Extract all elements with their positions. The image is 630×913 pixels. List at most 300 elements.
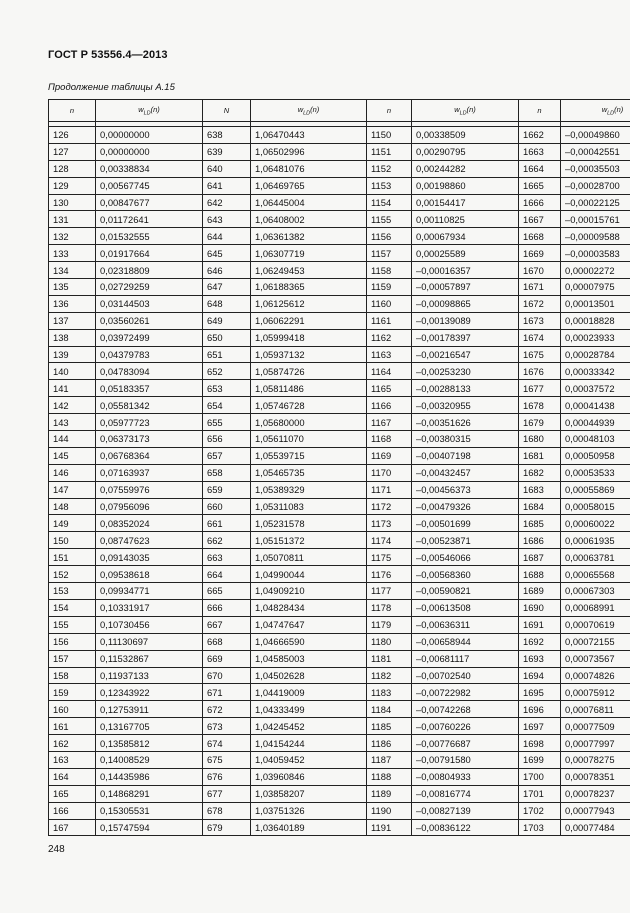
- table-cell: 0,00072155: [561, 633, 630, 650]
- table-cell: 672: [203, 701, 251, 718]
- table-cell: 0,00073567: [561, 650, 630, 667]
- table-cell: 1,04990044: [251, 566, 367, 583]
- table-cell: 1668: [519, 228, 561, 245]
- table-cell: 0,01532555: [96, 228, 203, 245]
- table-row: [49, 245, 630, 262]
- table-row: [49, 447, 630, 464]
- table-body: [49, 127, 630, 836]
- table-cell: 1696: [519, 701, 561, 718]
- table-cell: 0,00060022: [561, 515, 630, 532]
- table-cell: 642: [203, 194, 251, 211]
- table-cell: 0,11532867: [96, 650, 203, 667]
- table-cell: 1167: [367, 414, 412, 431]
- table-cell: 1,04059452: [251, 751, 367, 768]
- table-cell: 1666: [519, 194, 561, 211]
- table-cell: 1,05311083: [251, 498, 367, 515]
- table-cell: 0,08352024: [96, 515, 203, 532]
- column-header: [561, 100, 630, 122]
- table-cell: 0,00018828: [561, 312, 630, 329]
- table-cell: 1,05937132: [251, 346, 367, 363]
- table-cell: 677: [203, 785, 251, 802]
- table-cell: 1,06307719: [251, 245, 367, 262]
- table-row: [49, 211, 630, 228]
- table-cell: 1155: [367, 211, 412, 228]
- table-cell: 1183: [367, 684, 412, 701]
- table-cell: 1680: [519, 431, 561, 448]
- column-header-label: N: [223, 106, 230, 115]
- table-cell: 1171: [367, 481, 412, 498]
- table-cell: 0,12343922: [96, 684, 203, 701]
- table-cell: 1176: [367, 566, 412, 583]
- table-cell: 0,00070619: [561, 616, 630, 633]
- column-header-label: w: [138, 104, 144, 114]
- table-cell: 0,00041438: [561, 397, 630, 414]
- column-header-argument: (n): [614, 104, 624, 114]
- table-cell: 1,04828434: [251, 599, 367, 616]
- table-cell: –0,00742268: [412, 701, 519, 718]
- table-cell: 1677: [519, 380, 561, 397]
- table-cell: 0,00067934: [412, 228, 519, 245]
- table-cell: –0,00613508: [412, 599, 519, 616]
- table-cell: 0,00110825: [412, 211, 519, 228]
- table-cell: 1,04666590: [251, 633, 367, 650]
- table-row: [49, 599, 630, 616]
- table-cell: 1159: [367, 279, 412, 296]
- column-header-subscript: LD: [143, 110, 151, 117]
- table-cell: 155: [49, 616, 96, 633]
- table-row: [49, 802, 630, 819]
- table-cell: 0,14868291: [96, 785, 203, 802]
- table-cell: 147: [49, 481, 96, 498]
- table-cell: 1,06249453: [251, 262, 367, 279]
- table-cell: 657: [203, 447, 251, 464]
- table-cell: 1,04333499: [251, 701, 367, 718]
- table-cell: 1,05151372: [251, 532, 367, 549]
- table-cell: 165: [49, 785, 96, 802]
- table-cell: 1,06188365: [251, 279, 367, 296]
- table-cell: –0,00057897: [412, 279, 519, 296]
- table-cell: 1664: [519, 160, 561, 177]
- table-cell: –0,00658944: [412, 633, 519, 650]
- table-cell: 145: [49, 447, 96, 464]
- table-cell: 151: [49, 549, 96, 566]
- table-cell: 1667: [519, 211, 561, 228]
- table-cell: 0,15305531: [96, 802, 203, 819]
- document-standard-header: ГОСТ Р 53556.4—2013: [48, 49, 168, 61]
- table-cell: 0,00023933: [561, 329, 630, 346]
- table-cell: –0,00320955: [412, 397, 519, 414]
- table-cell: 1,05070811: [251, 549, 367, 566]
- table-cell: 0,11937133: [96, 667, 203, 684]
- table-cell: –0,00022125: [561, 194, 630, 211]
- table-row: [49, 549, 630, 566]
- table-cell: 0,00028784: [561, 346, 630, 363]
- table-cell: 0,13585812: [96, 735, 203, 752]
- table-row: [49, 515, 630, 532]
- table-cell: 1191: [367, 819, 412, 836]
- table-cell: 1,03751326: [251, 802, 367, 819]
- table-cell: –0,00827139: [412, 802, 519, 819]
- table-cell: 1,04585003: [251, 650, 367, 667]
- table-cell: 0,00077943: [561, 802, 630, 819]
- table-cell: 1178: [367, 599, 412, 616]
- table-cell: –0,00681117: [412, 650, 519, 667]
- table-cell: 1190: [367, 802, 412, 819]
- table-cell: 1156: [367, 228, 412, 245]
- table-cell: 141: [49, 380, 96, 397]
- table-cell: 1678: [519, 397, 561, 414]
- table-cell: 0,00013501: [561, 295, 630, 312]
- table-cell: 1189: [367, 785, 412, 802]
- table-cell: 1,04154244: [251, 735, 367, 752]
- table-row: [49, 177, 630, 194]
- table-cell: –0,00636311: [412, 616, 519, 633]
- table-cell: 0,03560261: [96, 312, 203, 329]
- table-cell: 0,00078275: [561, 751, 630, 768]
- table-cell: –0,00042551: [561, 143, 630, 160]
- table-row: [49, 583, 630, 600]
- table-cell: 650: [203, 329, 251, 346]
- table-cell: 659: [203, 481, 251, 498]
- table-cell: 1187: [367, 751, 412, 768]
- table-cell: –0,00816774: [412, 785, 519, 802]
- column-header: [49, 100, 96, 122]
- table-cell: 0,00025589: [412, 245, 519, 262]
- table-cell: –0,00380315: [412, 431, 519, 448]
- table-row: [49, 751, 630, 768]
- table-cell: 1160: [367, 295, 412, 312]
- table-cell: 134: [49, 262, 96, 279]
- table-cell: 0,00338509: [412, 127, 519, 144]
- table-cell: 1,05746728: [251, 397, 367, 414]
- table-cell: 663: [203, 549, 251, 566]
- table-cell: 1701: [519, 785, 561, 802]
- table-cell: 673: [203, 718, 251, 735]
- table-cell: 167: [49, 819, 96, 836]
- table-cell: 158: [49, 667, 96, 684]
- table-cell: 1,06361382: [251, 228, 367, 245]
- table-cell: –0,00791580: [412, 751, 519, 768]
- table-cell: 131: [49, 211, 96, 228]
- table-row: [49, 279, 630, 296]
- table-cell: 0,00048103: [561, 431, 630, 448]
- table-cell: 1,04502628: [251, 667, 367, 684]
- table-cell: –0,00009588: [561, 228, 630, 245]
- table-cell: –0,00432457: [412, 464, 519, 481]
- table-row: [49, 819, 630, 836]
- table-cell: 646: [203, 262, 251, 279]
- column-header-argument: (n): [310, 104, 320, 114]
- table-cell: 1164: [367, 363, 412, 380]
- table-row: [49, 735, 630, 752]
- table-cell: –0,00015761: [561, 211, 630, 228]
- table-cell: 130: [49, 194, 96, 211]
- table-cell: 1,05811486: [251, 380, 367, 397]
- table-cell: 1,06502996: [251, 143, 367, 160]
- table-row: [49, 431, 630, 448]
- table-cell: 661: [203, 515, 251, 532]
- table-cell: 1681: [519, 447, 561, 464]
- table-cell: 676: [203, 768, 251, 785]
- table-cell: 1692: [519, 633, 561, 650]
- table-cell: 1693: [519, 650, 561, 667]
- table-cell: 658: [203, 464, 251, 481]
- table-cell: 655: [203, 414, 251, 431]
- table-cell: 1685: [519, 515, 561, 532]
- table-cell: 166: [49, 802, 96, 819]
- table-cell: 1663: [519, 143, 561, 160]
- table-cell: 643: [203, 211, 251, 228]
- table-cell: 0,09934771: [96, 583, 203, 600]
- table-cell: 139: [49, 346, 96, 363]
- table-cell: 1,03858207: [251, 785, 367, 802]
- column-header-label: n: [69, 106, 75, 115]
- table-cell: 163: [49, 751, 96, 768]
- table-cell: 0,07956096: [96, 498, 203, 515]
- table-cell: 644: [203, 228, 251, 245]
- table-cell: 140: [49, 363, 96, 380]
- column-header: [96, 100, 203, 122]
- table-cell: –0,00546066: [412, 549, 519, 566]
- table-cell: –0,00523871: [412, 532, 519, 549]
- page-number: 248: [48, 844, 65, 855]
- column-header-subscript: LD: [607, 110, 615, 117]
- table-cell: 136: [49, 295, 96, 312]
- table-cell: 0,09143035: [96, 549, 203, 566]
- table-cell: 0,00077509: [561, 718, 630, 735]
- table-row: [49, 718, 630, 735]
- table-cell: 653: [203, 380, 251, 397]
- table-cell: 0,00077997: [561, 735, 630, 752]
- table-caption: Продолжение таблицы А.15: [48, 82, 175, 93]
- table-cell: 0,00078237: [561, 785, 630, 802]
- table-row: [49, 464, 630, 481]
- table-cell: 1687: [519, 549, 561, 566]
- column-header-argument: (n): [150, 104, 160, 114]
- table-row: [49, 143, 630, 160]
- table-row: [49, 262, 630, 279]
- table-cell: 0,06768364: [96, 447, 203, 464]
- table-row: [49, 194, 630, 211]
- table-cell: 0,00154417: [412, 194, 519, 211]
- table-cell: –0,00028700: [561, 177, 630, 194]
- table-cell: 0,00037572: [561, 380, 630, 397]
- table-cell: 1166: [367, 397, 412, 414]
- table-cell: 0,00033342: [561, 363, 630, 380]
- table-cell: 0,12753911: [96, 701, 203, 718]
- table-cell: 0,00244282: [412, 160, 519, 177]
- table-cell: 1682: [519, 464, 561, 481]
- column-header-subscript: LD: [459, 110, 467, 117]
- table-cell: 0,14435986: [96, 768, 203, 785]
- table-cell: 660: [203, 498, 251, 515]
- table-cell: 0,01172641: [96, 211, 203, 228]
- table-cell: 1669: [519, 245, 561, 262]
- table-row: [49, 329, 630, 346]
- table-cell: 1184: [367, 701, 412, 718]
- table-cell: 1703: [519, 819, 561, 836]
- table-cell: 132: [49, 228, 96, 245]
- table-cell: 1683: [519, 481, 561, 498]
- table-cell: 1165: [367, 380, 412, 397]
- table-row: [49, 228, 630, 245]
- table-cell: 149: [49, 515, 96, 532]
- table-cell: 160: [49, 701, 96, 718]
- table-cell: 0,00068991: [561, 599, 630, 616]
- table-cell: 0,00338834: [96, 160, 203, 177]
- table-cell: –0,00590821: [412, 583, 519, 600]
- column-header-subscript: LD: [303, 110, 311, 117]
- table-cell: 146: [49, 464, 96, 481]
- table-cell: –0,00178397: [412, 329, 519, 346]
- table-cell: 1182: [367, 667, 412, 684]
- table-cell: –0,00456373: [412, 481, 519, 498]
- table-cell: 0,10730456: [96, 616, 203, 633]
- table-cell: 671: [203, 684, 251, 701]
- table-cell: 664: [203, 566, 251, 583]
- table-cell: 0,00076811: [561, 701, 630, 718]
- table-cell: 1152: [367, 160, 412, 177]
- table-row: [49, 667, 630, 684]
- table-cell: 0,00050958: [561, 447, 630, 464]
- table-cell: 1173: [367, 515, 412, 532]
- table-cell: 1185: [367, 718, 412, 735]
- table-cell: 1691: [519, 616, 561, 633]
- table-cell: 1,06470443: [251, 127, 367, 144]
- table-cell: 0,10331917: [96, 599, 203, 616]
- table-row: [49, 532, 630, 549]
- table-cell: 1,06445004: [251, 194, 367, 211]
- table-cell: 1,04245452: [251, 718, 367, 735]
- table-cell: –0,00407198: [412, 447, 519, 464]
- table-cell: 0,00007975: [561, 279, 630, 296]
- table-cell: 1662: [519, 127, 561, 144]
- column-header: [251, 100, 367, 122]
- table-cell: 1700: [519, 768, 561, 785]
- table-cell: 0,03972499: [96, 329, 203, 346]
- table-cell: –0,00702540: [412, 667, 519, 684]
- table-cell: 133: [49, 245, 96, 262]
- table-cell: 0,00044939: [561, 414, 630, 431]
- table-cell: 137: [49, 312, 96, 329]
- table-cell: 1170: [367, 464, 412, 481]
- column-header-label: n: [537, 106, 542, 115]
- table-cell: 128: [49, 160, 96, 177]
- table-cell: 0,05977723: [96, 414, 203, 431]
- table-cell: –0,00776687: [412, 735, 519, 752]
- table-cell: 1,04419009: [251, 684, 367, 701]
- table-row: [49, 768, 630, 785]
- column-header-label: w: [601, 104, 608, 114]
- table-cell: 0,11130697: [96, 633, 203, 650]
- table-cell: 1172: [367, 498, 412, 515]
- table-cell: 0,00000000: [96, 127, 203, 144]
- table-cell: –0,00836122: [412, 819, 519, 836]
- column-header-argument: (n): [466, 104, 476, 114]
- table-cell: –0,00568360: [412, 566, 519, 583]
- table-cell: 162: [49, 735, 96, 752]
- table-cell: –0,00760226: [412, 718, 519, 735]
- table-cell: 1162: [367, 329, 412, 346]
- table-cell: 679: [203, 819, 251, 836]
- table-cell: 0,00058015: [561, 498, 630, 515]
- table-cell: 1157: [367, 245, 412, 262]
- table-cell: 1690: [519, 599, 561, 616]
- table-row: [49, 684, 630, 701]
- table-cell: 152: [49, 566, 96, 583]
- table-row: [49, 127, 630, 144]
- table-cell: 1175: [367, 549, 412, 566]
- table-cell: –0,00035503: [561, 160, 630, 177]
- table-cell: –0,00501699: [412, 515, 519, 532]
- table-row: [49, 785, 630, 802]
- table-cell: 1158: [367, 262, 412, 279]
- table-cell: 669: [203, 650, 251, 667]
- table-cell: 135: [49, 279, 96, 296]
- table-cell: 1689: [519, 583, 561, 600]
- table-cell: 662: [203, 532, 251, 549]
- table-cell: 1688: [519, 566, 561, 583]
- table-cell: 159: [49, 684, 96, 701]
- table-cell: –0,00253230: [412, 363, 519, 380]
- table-cell: 129: [49, 177, 96, 194]
- table-cell: 0,00055869: [561, 481, 630, 498]
- table-cell: 648: [203, 295, 251, 312]
- column-header: [519, 100, 561, 122]
- table-cell: 0,02729259: [96, 279, 203, 296]
- table-row: [49, 363, 630, 380]
- table-cell: 0,07163937: [96, 464, 203, 481]
- table-cell: 647: [203, 279, 251, 296]
- table-cell: 161: [49, 718, 96, 735]
- table-cell: 0,00075912: [561, 684, 630, 701]
- table-cell: 1686: [519, 532, 561, 549]
- table-cell: 641: [203, 177, 251, 194]
- data-table: [48, 99, 630, 836]
- table-cell: –0,00479326: [412, 498, 519, 515]
- table-cell: 0,01917664: [96, 245, 203, 262]
- table-cell: 1675: [519, 346, 561, 363]
- table-cell: 153: [49, 583, 96, 600]
- table-cell: 645: [203, 245, 251, 262]
- table-cell: 1676: [519, 363, 561, 380]
- table-cell: 1154: [367, 194, 412, 211]
- table-cell: 1702: [519, 802, 561, 819]
- table-cell: 0,04783094: [96, 363, 203, 380]
- table-row: [49, 566, 630, 583]
- table-cell: –0,00016357: [412, 262, 519, 279]
- table-cell: 1,04909210: [251, 583, 367, 600]
- table-cell: 1163: [367, 346, 412, 363]
- table-cell: 1151: [367, 143, 412, 160]
- table-cell: 0,00053533: [561, 464, 630, 481]
- table-cell: 1,05465735: [251, 464, 367, 481]
- table-cell: 1153: [367, 177, 412, 194]
- table-cell: –0,00722982: [412, 684, 519, 701]
- column-header: [367, 100, 412, 122]
- table-cell: 1665: [519, 177, 561, 194]
- table-cell: 0,05183357: [96, 380, 203, 397]
- table-cell: 0,00198860: [412, 177, 519, 194]
- table-cell: 150: [49, 532, 96, 549]
- table-cell: 639: [203, 143, 251, 160]
- table-cell: 0,03144503: [96, 295, 203, 312]
- table-cell: 1,06469765: [251, 177, 367, 194]
- table-cell: 1,03960846: [251, 768, 367, 785]
- table-cell: 0,15747594: [96, 819, 203, 836]
- table-cell: 654: [203, 397, 251, 414]
- table-cell: 0,05581342: [96, 397, 203, 414]
